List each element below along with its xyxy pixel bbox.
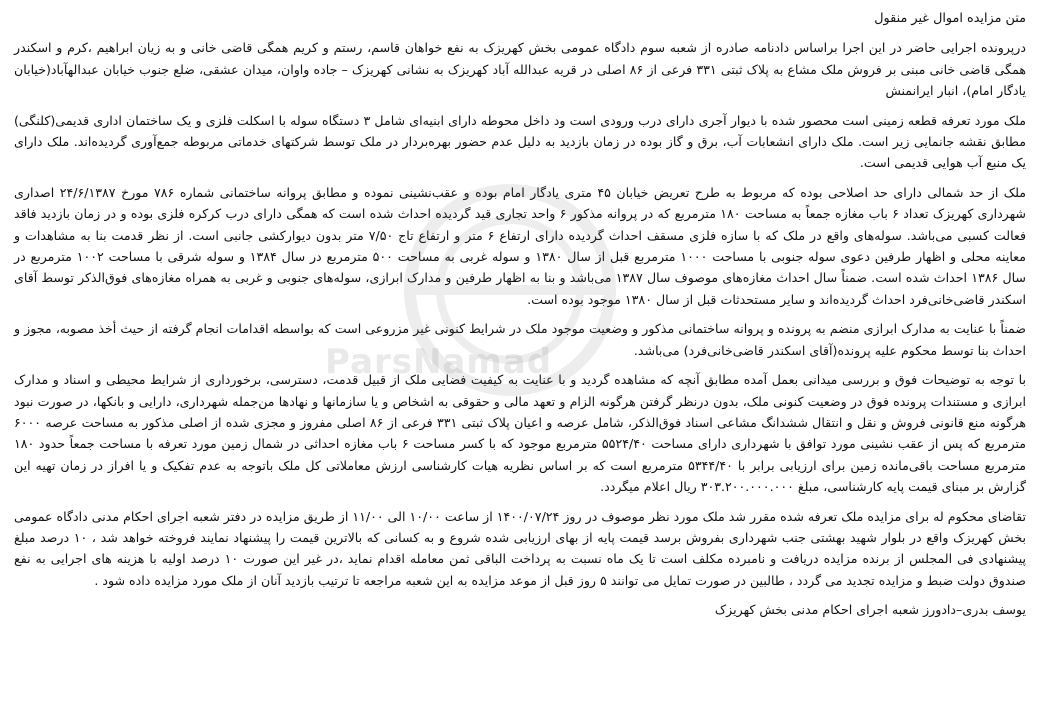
paragraph-auction-terms: تقاضای محکوم له برای مزایده ملک تعرفه شده مقرر شد ملک مورد نظر موصوف در روز ۱۴۰۰/۰۷/۲۴ از ساعت ۱۰/۰۰ الی ۱۱/۰۰ از طریق مزایده در دفتر شعبه اجرای احکام مدنی دادگاه عمومی بخش کهریزک واقع در بلوار شهید بهشتی جنب شهرداری بفروش برسد قیمت پایه از بهای ارزیابی شده شروع و به کسانی که بالاترین قیمت را پیشنهاد نمایند فروخته خواهد شد ، ۱۰ درصد مبلغ پیشنهادی فی المجلس از برنده مزایده دریافت و نامبرده مکلف است تا یک ماه نسبت به پرداخت الباقی ثمن معامله اقدام نماید ،در غیر این صورت ۱۰ درصد اولیه با هزینه های اجرایی به نفع صندوق دولت ضبط و مزایده تجدید می گردد ، طالبین در صورت تمایل می توانند ۵ روز قبل از موعد مزایده به این شعبه مراجعه تا ترتیب بازدید آنان از ملک مورد مزایده داده شود .: [14, 508, 1026, 588]
paragraph-permit-note: ضمناً با عنایت به مدارک ابرازی منضم به پرونده و پروانه ساختمانی مذکور و وضعیت موجود ملک در شرایط کنونی غیر مزروعی است که بواسطه اقدامات انجام گرفته از حیث أخذ مصوبه، مجوز و احداث بنا توسط محکوم علیه پرونده(آقای اسکندر قاضی‌خانی‌فرد) می‌باشد.: [14, 321, 1026, 358]
signature-line: یوسف بدری–دادورز شعبه اجرای احکام مدنی بخش کهریزک: [714, 602, 1026, 618]
paragraph-building-details: ملک از حد شمالی دارای حد اصلاحی بوده که مربوط به طرح تعریض خیابان ۴۵ متری یادگار امام بوده و عقب‌نشینی نموده و مطابق پروانه ساختمانی شماره ۷۸۶ مورخ ۲۴/۶/۱۳۸۷ اصداری شهرداری کهریزک تعداد ۶ باب مغازه جمعاً به مساحت ۱۸۰ مترمربع که در پروانه مذکور ۶ واحد تجاری قید گردیده احداث شده است که همگی دارای درب کرکره فلزی بوده و در زمان بازدید فاقد فعالت کسبی می‌باشد. سوله‌های واقع در ملک که با سازه فلزی مسقف احداث گردیده دارای ارتفاع ۶ متر و ارتفاع تاج ۷/۵۰ متر بدون دیوارکشی جانبی است. از نظر قدمت بنا به مشاهدات و معاینه محلی و اظهار طرفین دعوی سوله جنوبی با مساحت ۱۰۰۰ مترمربع قبل از سال ۱۳۸۰ و سوله غربی به مساحت ۵۰۰ مترمربع در سال ۱۳۸۴ و سوله شرقی با مساحت ۱۰۰۲ مترمربع در سال ۱۳۸۶ احداث شده است. ضمناً سال احداث مغازه‌های موصوف سال ۱۳۸۷ می‌باشد و بنا به اظهار طرفین و مدارک ابرازی، سوله‌های جنوبی و غربی به همراه مغازه‌های فوق‌الذکر توسط آقای اسکندر قاضی‌خانی‌فرد احداث گردیده‌اند و سایر مستحدثات قبل از سال ۱۳۸۰ موجود بوده است.: [14, 184, 1027, 307]
paragraph-valuation: با توجه به توضیحات فوق و بررسی میدانی بعمل آمده مطابق آنچه که مشاهده گردید و با عنایت به کیفیت فضایی ملک از قبیل قدمت، دسترسی، برخورداری از شرایط محیطی و اسناد و مدارک ابرازی و مستندات پرونده فوق در وضعیت کنونی ملک، بدون درنظر گرفتن هرگونه الزام و تعهد مالی و حقوقی به اشخاص و یا سازمانها و نهادها من‌جمله شهرداری، دارایی و بانکها، در صورت نبود هرگونه منع قانونی فروش و نقل و انتقال ششدانگ مشاعی اسناد فوق‌الذکر، شامل عرصه و اعیان پلاک ثبتی ۳۳۱ فرعی از ۸۶ اصلی مفروز و مجزی شده از اصلی مذکور به مساحت عرصه ۶۰۰۰ مترمربع که پس از عقب نشینی مورد توافق با شهرداری دارای مساحت ۵۵۲۴/۴۰ مترمربع موجود که با کسر مساحت ۶ باب مغازه احداثی در شمال زمین مورد تعرفه با مساحت جمعاً حدود ۱۸۰ مترمربع مساحت باقی‌مانده زمین برای ارزیابی برابر با ۵۳۴۴/۴۰ مترمربع است که بر اساس نظریه هیات کارشناسی ارزش معاملاتی کل ملک باتوجه به عدم تفکیک و یا افراز در زمان تهیه این گزارش بر مبنای قیمت پایه کارشناسی، مبلغ ۳۰۳.۲۰۰.۰۰۰.۰۰۰ ریال اعلام میگردد.: [14, 372, 1026, 495]
paragraph-property-description: ملک مورد تعرفه قطعه زمینی است محصور شده با دیوار آجری دارای درب ورودی است ود داخل محوطه دارای ابنیه‌ای شامل ۳ دستگاه سوله با اسکلت فلزی و یک ساختمان اداری قدیمی(کلنگی) مطابق نقشه جانمایی زیر است. ملک دارای انشعابات آب، برق و گاز بوده در زمان بازدید به دلیل عدم حضور بهره‌بردار در ملک توسط شرکتهای خدماتی مربوطه جمع‌آوری گردیده‌اند. ملک دارای یک منبع آب هوایی قدیمی است.: [14, 112, 1027, 171]
document-title: متن مزایده اموال غیر منقول: [874, 11, 1026, 26]
paragraph-case-intro: درپرونده اجرایی حاضر در این اجرا براساس دادنامه صادره از شعبه سوم دادگاه عمومی بخش کهریزک به نفع خواهان قاسم، رستم و کریم همگی قاضی خانی و به زیان ابراهیم ،کرم و اسکندر همگی قاضی خانی مبنی بر فروش ملک مشاع به پلاک ثبتی ۳۳۱ فرعی از ۸۶ اصلی در قریه عبدالله آباد کهریزک به نشانی کهریزک – جاده واوان، میدان عشقی، ضلع جنوب خیابان عبدالهآباد(خیابان یادگار امام)، انبار ایرانمنش: [14, 40, 1026, 99]
watermark-text: ParsNamad: [325, 342, 553, 382]
